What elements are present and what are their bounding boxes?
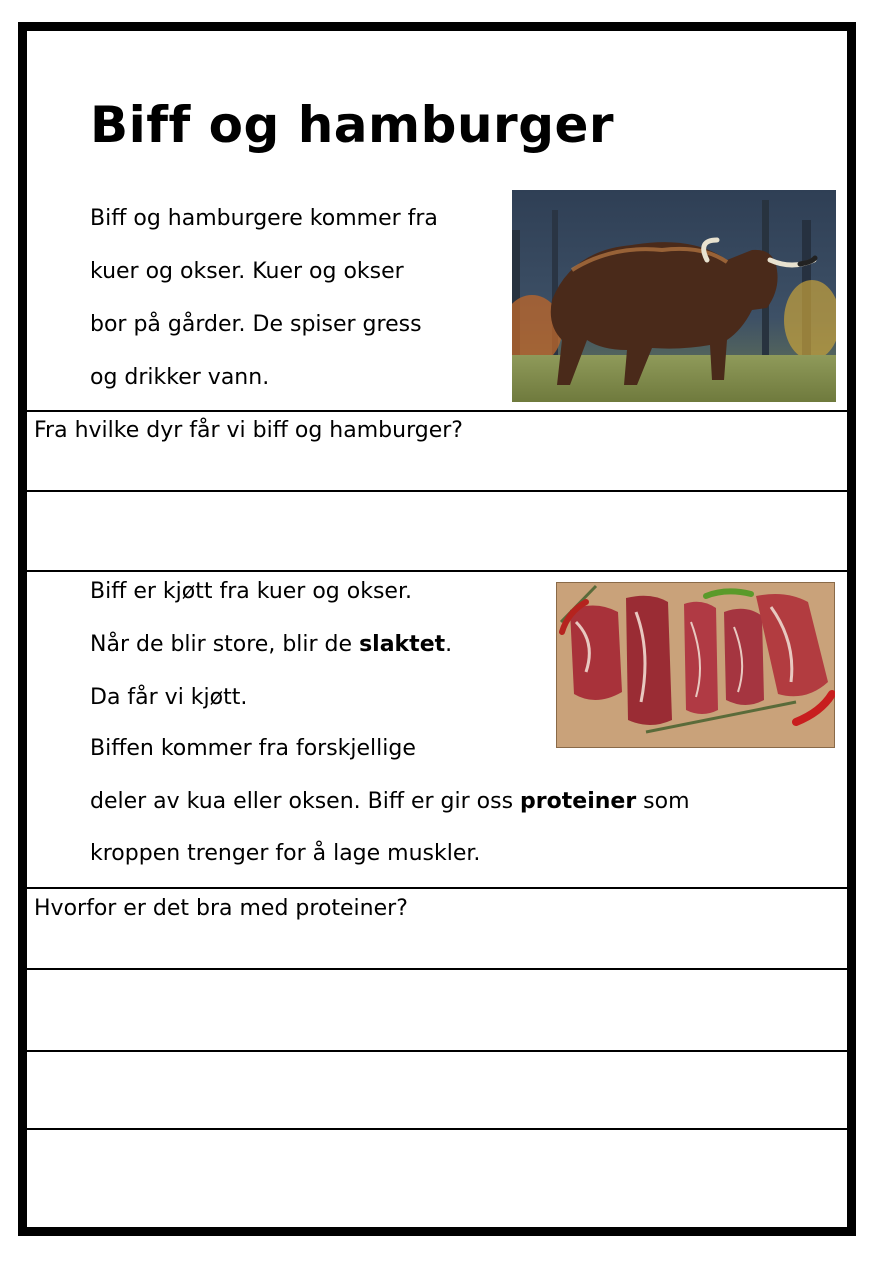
slaktet-bold: slaktet <box>359 632 446 657</box>
section2-line: Biff er kjøtt fra kuer og okser. <box>90 579 412 604</box>
answer-line <box>26 1050 847 1052</box>
proteiner-bold: proteiner <box>520 789 637 814</box>
section2-line: Når de blir store, blir de slaktet. <box>90 632 453 657</box>
cow-illustration <box>512 190 836 402</box>
section1-line: og drikker vann. <box>90 365 270 390</box>
divider-line <box>26 410 847 412</box>
meat-photo <box>556 582 835 748</box>
question-1: Fra hvilke dyr får vi biff og hamburger? <box>34 418 463 443</box>
section2-line: deler av kua eller oksen. Biff er gir oss proteiner som <box>90 789 690 814</box>
section2-line: Biffen kommer fra forskjellige <box>90 736 416 761</box>
question-2: Hvorfor er det bra med proteiner? <box>34 896 408 921</box>
section1-line: bor på gårder. De spiser gress <box>90 312 422 337</box>
page-title: Biff og hamburger <box>90 96 615 154</box>
section1-line: kuer og okser. Kuer og okser <box>90 259 404 284</box>
section1-line: Biff og hamburgere kommer fra <box>90 206 438 231</box>
answer-line <box>26 968 847 970</box>
cow-photo <box>512 190 836 402</box>
section2-line: kroppen trenger for å lage muskler. <box>90 841 481 866</box>
answer-line <box>26 490 847 492</box>
meat-illustration <box>556 582 835 748</box>
divider-line <box>26 887 847 889</box>
section2-line: Da får vi kjøtt. <box>90 685 248 710</box>
answer-line <box>26 1128 847 1130</box>
